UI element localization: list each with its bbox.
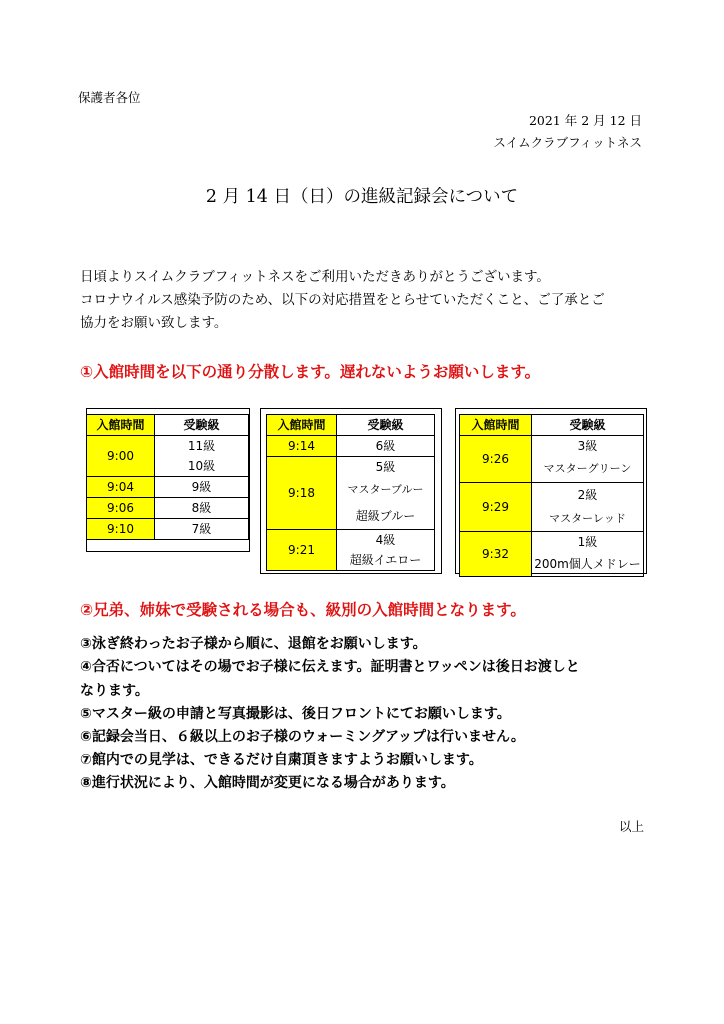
table-row [87,519,249,540]
grade-label: 9級 [191,480,212,494]
entry-time-cell: 9:14 [267,436,337,457]
grade-label: マスターブルー [347,483,424,496]
grade-label: 7級 [191,522,212,536]
table-header-row [87,415,249,436]
grade-label: 6級 [375,439,396,453]
grade-cell [337,457,435,530]
table-row [460,532,644,577]
note-item: ⑤マスター級の申請と写真撮影は、後日フロントにてお願いします。 [80,706,511,722]
intro-line-1: 日頃よりスイムクラブフィットネスをご利用いただきありがとうございます。 [80,269,550,285]
note-item: ⑧進行状況により、入館時間が変更になる場合があります。 [80,775,455,791]
table-row [267,436,435,457]
entry-time-cell: 9:32 [460,532,532,577]
grade-cell [155,498,249,519]
table-row [460,483,644,532]
table-row [87,436,249,477]
grade-label: 5級 [375,460,396,474]
grade-label: 3級 [577,439,598,453]
entry-time-cell: 9:21 [267,530,337,571]
grade-cell [337,436,435,457]
grade-label: 4級 [375,533,396,547]
header-entry-time: 入館時間 [460,415,532,436]
schedule-table-1 [86,414,249,540]
note-item: なります。 [80,683,149,699]
schedule-table-2 [266,414,435,571]
table-row [267,457,435,530]
entry-time-cell: 9:29 [460,483,532,532]
grade-label: 1級 [577,535,598,549]
grade-label: 超級イエロー [349,553,422,567]
table-header-row [267,415,435,436]
notice-siblings: ②兄弟、姉妹で受験される場合も、級別の入館時間となります。 [80,601,526,619]
header-grade: 受験級 [337,415,435,436]
entry-time-cell: 9:00 [87,436,155,477]
schedule-table-3 [459,414,644,577]
grade-label: 超級ブルー [355,509,416,523]
grade-cell [155,477,249,498]
document-date: 2021 年 2 月 12 日 [528,113,642,128]
header-grade: 受験級 [532,415,644,436]
note-item: ③泳ぎ終わったお子様から順に、退館をお願いします。 [80,636,427,652]
grade-label: 2級 [577,488,598,502]
table-row [267,530,435,571]
grade-label: 11級 [187,439,216,453]
note-item: ④合否についてはその場でお子様に伝えます。証明書とワッペンは後日お渡しと [80,659,580,675]
grade-label: 200m個人メドレー [534,557,641,571]
entry-time-cell: 9:18 [267,457,337,530]
closing-mark: 以上 [618,819,644,834]
table-row [87,477,249,498]
grade-label: マスターグリーン [543,462,632,475]
grade-cell [532,483,644,532]
grade-cell [532,532,644,577]
grade-label: 10級 [187,459,216,473]
note-item: ⑦館内での見学は、できるだけ自粛頂きますようお願いします。 [80,752,483,768]
entry-time-cell: 9:26 [460,436,532,483]
addressee: 保護者各位 [78,90,141,105]
grade-cell [155,519,249,540]
header-entry-time: 入館時間 [87,415,155,436]
entry-time-cell: 9:10 [87,519,155,540]
grade-cell [532,436,644,483]
intro-line-2: コロナウイルス感染予防のため、以下の対応措置をとらせていただくこと、ご了承とご [80,292,605,308]
grade-label: 8級 [191,501,212,515]
header-grade: 受験級 [155,415,249,436]
notice-entry-time: ①入館時間を以下の通り分散します。遅れないようお願いします。 [80,363,541,381]
entry-time-cell: 9:06 [87,498,155,519]
note-item: ⑥記録会当日、６級以上のお子様のウォーミングアップは行いません。 [80,729,525,745]
grade-cell [155,436,249,477]
header-entry-time: 入館時間 [267,415,337,436]
table-row [460,436,644,483]
grade-cell [337,530,435,571]
table-header-row [460,415,644,436]
table-row [87,498,249,519]
page-title: 2 月 14 日（日）の進級記録会について [205,187,519,207]
organization-name: スイムクラブフィットネス [493,135,642,150]
grade-label: マスターレッド [549,512,626,525]
intro-line-3: 協力をお願い致します。 [80,315,228,331]
entry-time-cell: 9:04 [87,477,155,498]
